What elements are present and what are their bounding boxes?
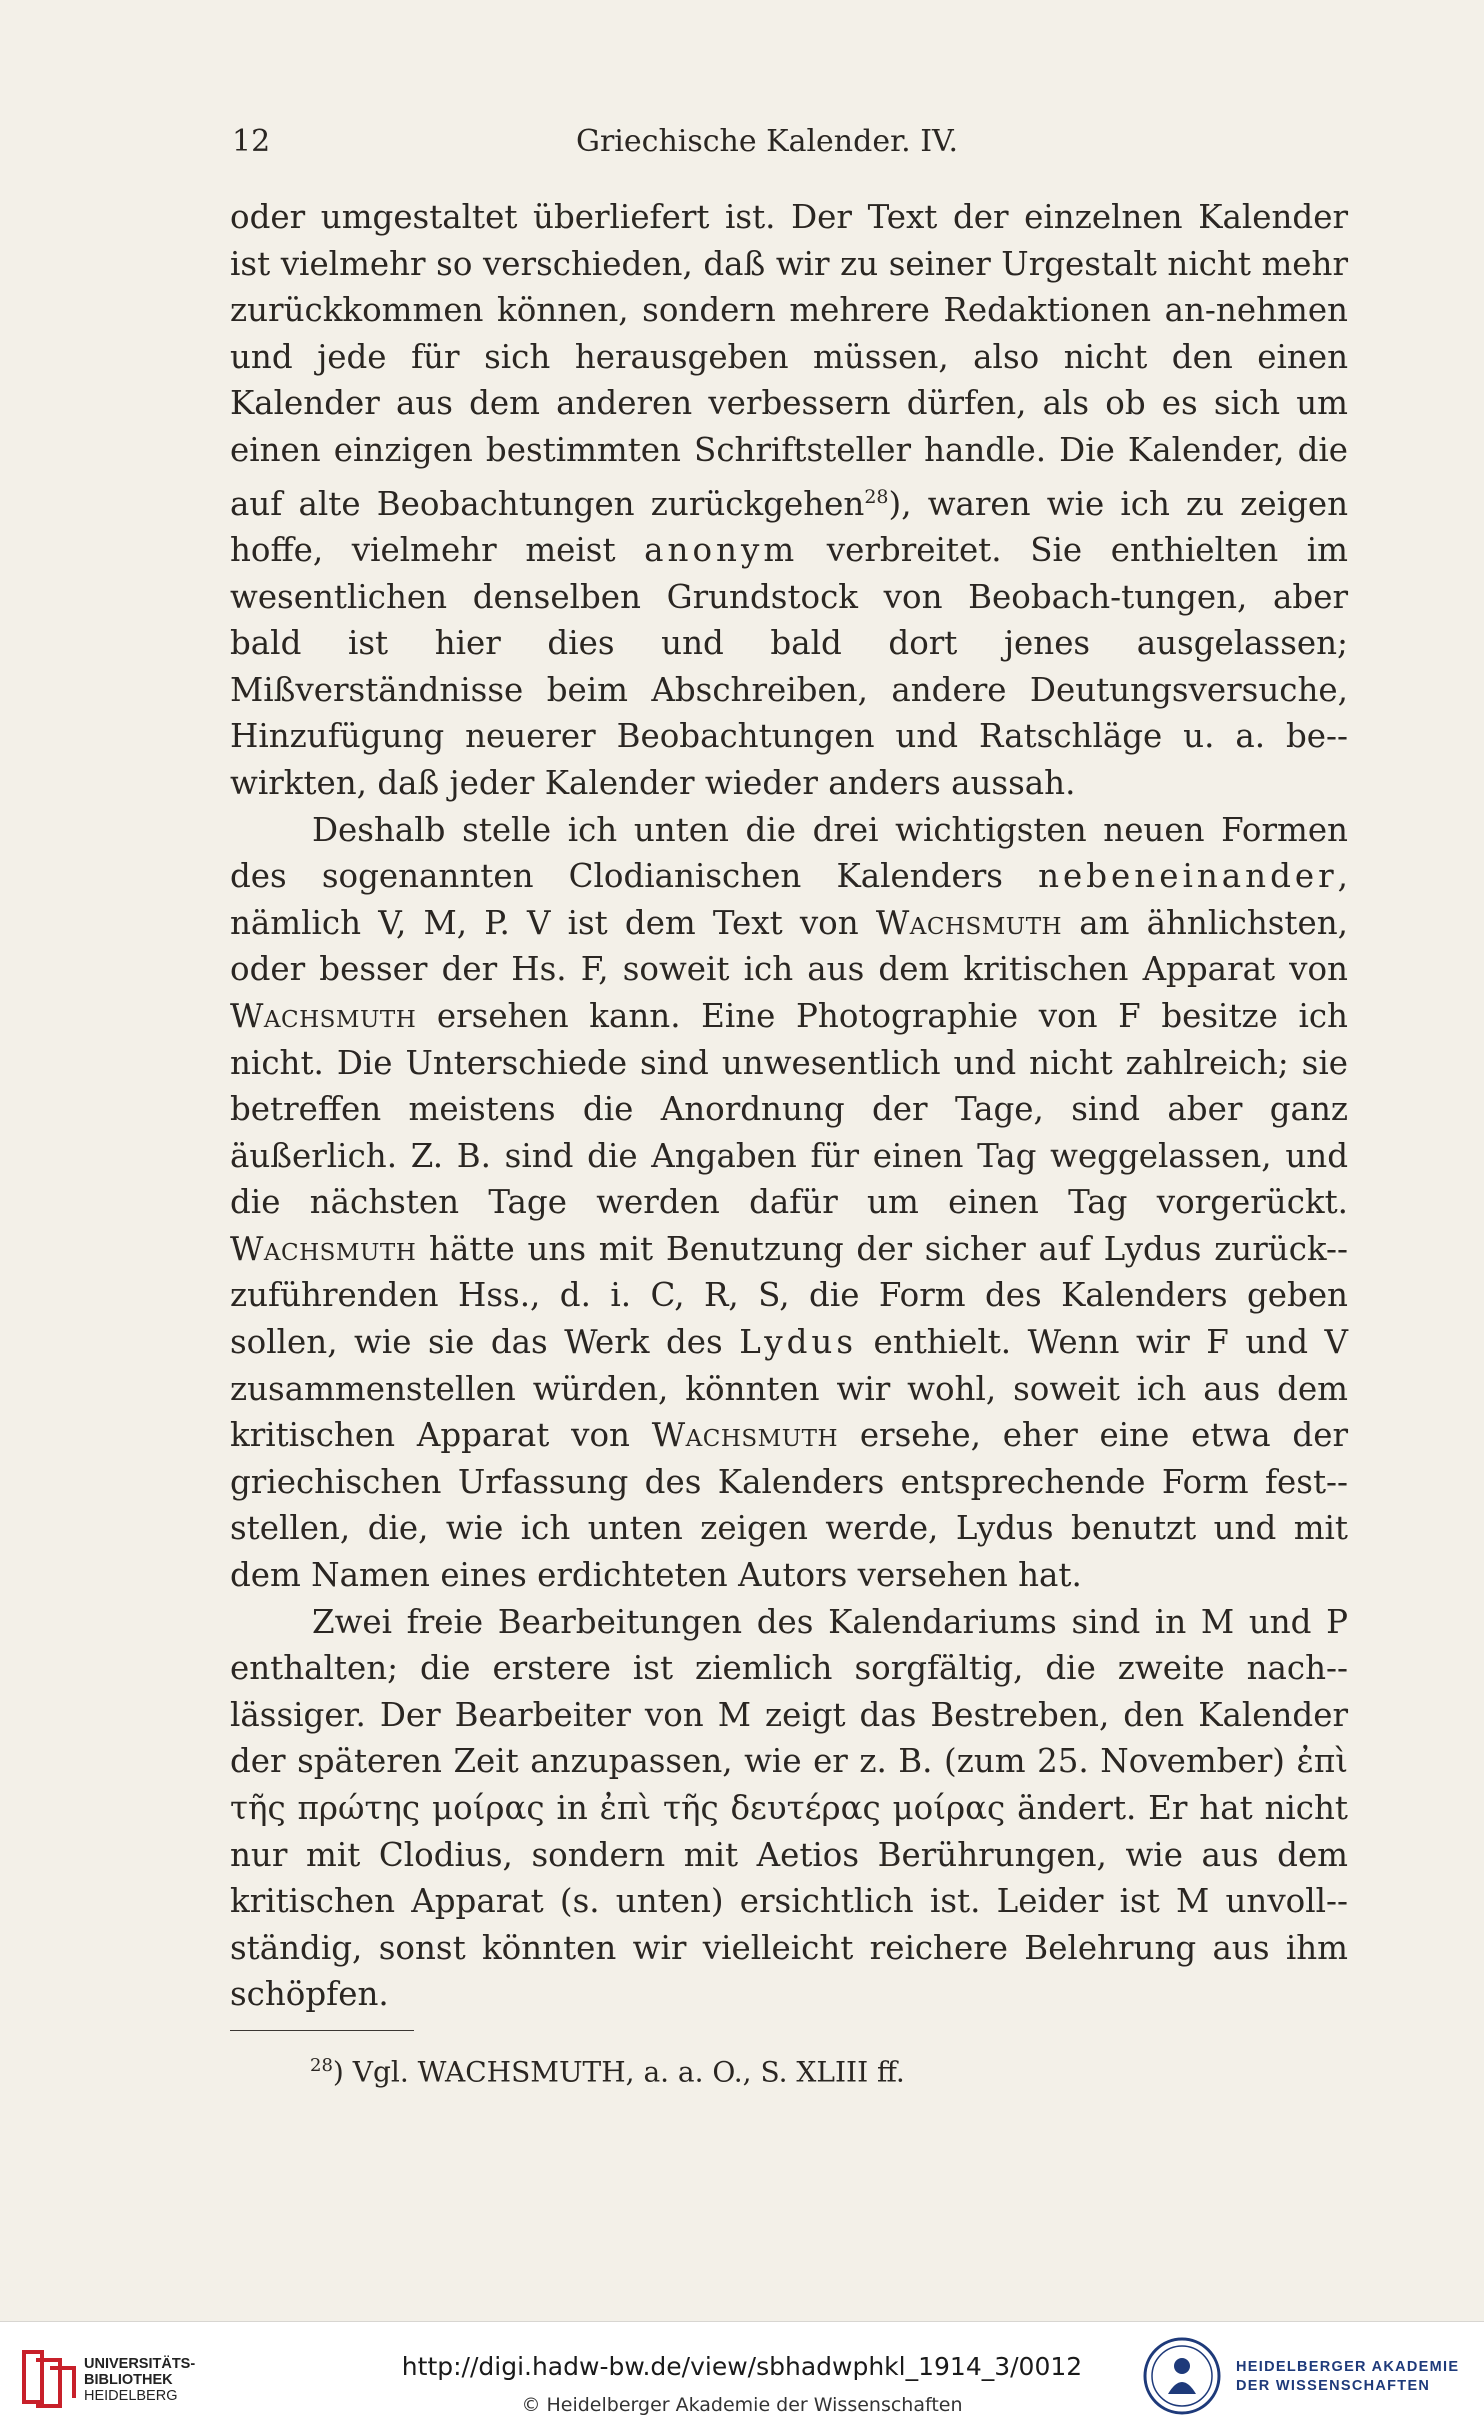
footnote-rule bbox=[230, 2030, 414, 2031]
author-name: Wachsmuth bbox=[875, 903, 1063, 942]
main-text bbox=[230, 194, 1348, 2018]
copyright-notice: © Heidelberger Akademie der Wissenschaften bbox=[521, 2394, 963, 2416]
hadw-seal-icon[interactable] bbox=[1142, 2336, 1222, 2416]
page-header bbox=[232, 124, 1302, 174]
hadw-name: HEIDELBERGER AKADEMIE DER WISSENSCHAFTEN bbox=[1236, 2359, 1460, 2394]
author-name: Wachsmuth bbox=[230, 996, 417, 1035]
permalink-url[interactable]: http://digi.hadw-bw.de/view/sbhadwphkl_1914_3/0012 bbox=[401, 2352, 1083, 2381]
author-name: Wachsmuth bbox=[651, 1416, 839, 1455]
ub-name: UNIVERSITÄTS- BIBLIOTHEK HEIDELBERG bbox=[84, 2356, 196, 2404]
paragraph-2: Deshalb stelle ich unten die drei wichtigsten neuen Formen des sogenannten Clodianischen Kalenders nebeneinander, nämlich V, M, P. V ist dem Text von Wachsmuth am ähnlichsten, oder besser der Hs. F, soweit ich aus dem kritischen Apparat von Wachsmuth ersehen kann. Eine Photographie von F besitze ich nicht. Die Unterschiede sind unwesentlich und nicht zahlreich; sie betreffen meistens die Anordnung der Tage, sind aber ganz äußerlich. Z. B. sind die Angaben für einen Tag weggelassen, und die nächsten Tage werden dafür um einen Tag vorgerückt. Wachsmuth hätte uns mit Benutzung der sicher auf Lydus zurück-zuführenden Hss., d. i. C, R, S, die Form des Kalenders geben sollen, wie sie das Werk des Lydus enthielt. Wenn wir F und V zusammenstellen würden, könnten wir wohl, soweit ich aus dem kritischen Apparat von Wachsmuth ersehe, eher eine etwa der griechischen Urfassung des Kalenders entsprechende Form fest-stellen, die, wie ich unten zeigen werde, Lydus benutzt und mit dem Namen eines erdichteten Autors versehen hat. bbox=[230, 810, 1349, 1595]
paragraph-1: oder umgestaltet überliefert ist. Der Text der einzelnen Kalender ist vielmehr so verschieden, daß wir zu seiner Urgestalt nicht mehr zurückkommen können, sondern mehrere Redaktionen an-nehmen und jede für sich herausgeben müssen, also nicht den einen Kalender aus dem anderen verbessern dürfen, als ob es sich um einen einzigen bestimmten Schriftsteller handle. Die Kalender, die auf alte Beobachtungen zurückgehen$^{28}$), waren wie ich zu zeigen hoffe, vielmehr meist anonym verbreitet. Sie enthielten im wesentlichen denselben Grundstock von Beobach-tungen, aber bald ist hier dies und bald dort jenes ausgelassen; Mißverständnisse beim Abschreiben, andere Deutungsversuche, Hinzufügung neuerer Beobachtungen und Ratschläge u. a. be-wirkten, daß jeder Kalender wieder anders aussah. bbox=[230, 198, 1348, 802]
footer-bar bbox=[0, 2321, 1484, 2432]
page-number: 12 bbox=[232, 124, 271, 159]
paragraph-3: Zwei freie Bearbeitungen des Kalendariums sind in M und P enthalten; die erstere ist ziemlich sorgfältig, die zweite nach-lässiger. Der Bearbeiter von M zeigt das Bestreben, den Kalender der späteren Zeit anzupassen, wie er z. B. (zum 25. November) ἐπὶ τῆς πρώτης μοίρας in ἐπὶ τῆς δευτέρας μοίρας ändert. Er hat nicht nur mit Clodius, sondern mit Aetios Berührungen, wie aus dem kritischen Apparat (s. unten) ersichtlich ist. Leider ist M unvoll-ständig, sonst könnten wir vielleicht reichere Belehrung aus ihm schöpfen. bbox=[230, 1602, 1348, 2014]
author-name: Wachsmuth bbox=[230, 1229, 417, 1268]
footnote-28: $^{28}$) Vgl. WACHSMUTH, a. a. O., S. XLIII ff. bbox=[310, 2055, 905, 2089]
running-title: Griechische Kalender. IV. bbox=[575, 124, 959, 159]
footnote-reference[interactable]: 28 bbox=[864, 485, 889, 508]
